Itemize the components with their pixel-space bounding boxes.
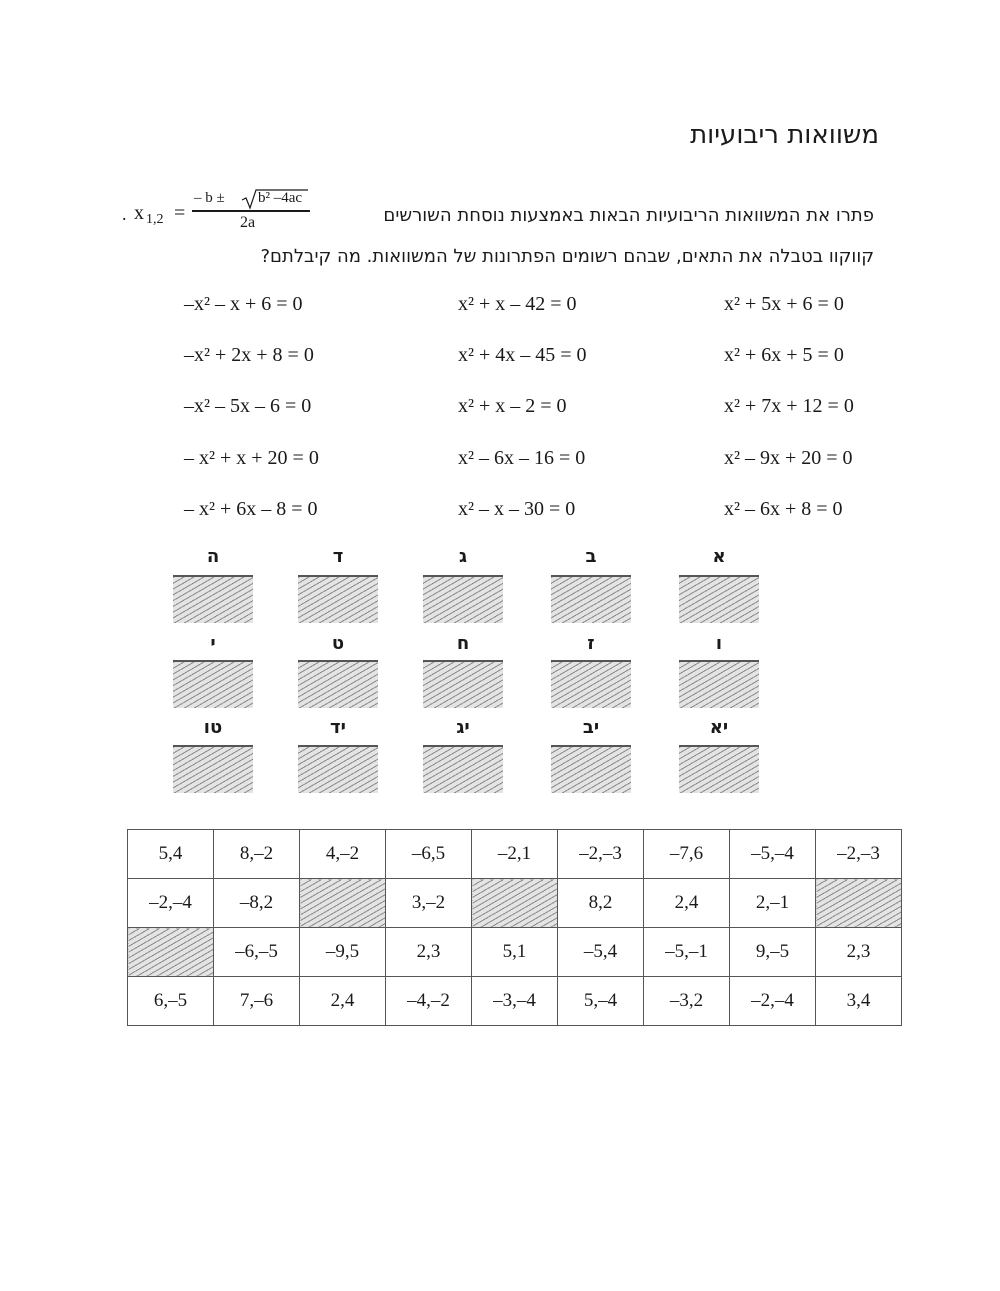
grid-cell[interactable]: –3,2 [644,977,730,1026]
grid-cell[interactable]: 3,–2 [386,879,472,928]
formula-trailing-dot: . [122,204,127,224]
grid-cell[interactable]: –2,–4 [730,977,816,1026]
grid-cell[interactable]: –2,–4 [128,879,214,928]
answer-box[interactable] [423,660,503,708]
answer-box[interactable] [298,745,378,793]
answer-box-label: טו [203,717,223,738]
instructions-line-1: פתרו את המשוואות הריבועיות הבאות באמצעות נוסחת השורשים [383,205,874,226]
equation-expr: –x² – x + 6 = 0 [184,293,303,315]
answer-box[interactable] [173,660,253,708]
grid-cell[interactable]: –5,–4 [730,830,816,879]
grid-cell[interactable]: –7,6 [644,830,730,879]
solutions-grid [127,829,902,1026]
grid-cell[interactable]: 2,3 [816,928,902,977]
answer-box[interactable] [298,660,378,708]
quadratic-formula [122,186,322,238]
grid-cell[interactable]: 8,2 [558,879,644,928]
equation-expr: –x² + 2x + 8 = 0 [184,344,314,366]
grid-cell[interactable]: –6,5 [386,830,472,879]
answer-box[interactable] [551,745,631,793]
answer-box-label: א [712,546,726,567]
answer-box[interactable] [679,745,759,793]
grid-cell[interactable]: –5,4 [558,928,644,977]
grid-cell[interactable]: –4,–2 [386,977,472,1026]
formula-numerator-prefix: – b ± [194,190,225,206]
equation-expr: x² – x – 30 = 0 [458,498,576,520]
grid-cell[interactable]: 5,–4 [558,977,644,1026]
answer-box[interactable] [298,575,378,623]
grid-cell[interactable]: 8,–2 [214,830,300,879]
instructions-line-2: קווקוו בטבלה את התאים, שבהם רשומים הפתרונות של המשוואות. מה קיבלתם? [260,246,874,267]
grid-cell[interactable]: 7,–6 [214,977,300,1026]
grid-cell[interactable] [472,879,558,928]
answer-box-label: יא [709,717,729,738]
answer-box-label: ה [206,546,220,567]
answer-box[interactable] [173,575,253,623]
equation-expr: x² + 7x + 12 = 0 [724,395,854,417]
answer-box[interactable] [423,575,503,623]
answer-box[interactable] [679,660,759,708]
formula-subscript: 1,2 [146,212,164,227]
equation-expr: x² + 4x – 45 = 0 [458,344,587,366]
grid-cell[interactable]: 6,–5 [128,977,214,1026]
grid-row [128,879,902,928]
formula-denominator: 2a [240,214,256,231]
answer-box-label: יב [582,717,600,738]
answer-box-label: ט [331,633,345,654]
equation-expr: x² – 6x – 16 = 0 [458,447,586,469]
equation-expr: x² – 9x + 20 = 0 [724,447,853,469]
grid-cell[interactable]: –3,–4 [472,977,558,1026]
answer-box-label: יג [456,717,470,738]
grid-cell[interactable]: 2,3 [386,928,472,977]
grid-cell[interactable]: –5,–1 [644,928,730,977]
grid-cell[interactable] [816,879,902,928]
grid-cell[interactable]: –9,5 [300,928,386,977]
equation-expr: x² – 6x + 8 = 0 [724,498,843,520]
grid-cell[interactable]: 3,4 [816,977,902,1026]
page-title: משוואות ריבועיות [690,120,879,150]
answer-box-label: ח [456,633,470,654]
grid-cell[interactable]: 2,4 [644,879,730,928]
equation-expr: – x² + x + 20 = 0 [184,447,319,469]
answer-box[interactable] [551,575,631,623]
answer-box-label: ג [458,546,468,567]
answer-box-label: י [210,633,216,654]
grid-cell[interactable]: –2,1 [472,830,558,879]
answer-box[interactable] [679,575,759,623]
grid-cell[interactable]: 9,–5 [730,928,816,977]
equation-expr: x² + 5x + 6 = 0 [724,293,844,315]
grid-row [128,928,902,977]
formula-radicand: b² –4ac [258,190,303,206]
answer-box-label: ו [715,633,723,654]
equation-expr: x² + x – 42 = 0 [458,293,577,315]
grid-cell[interactable] [300,879,386,928]
grid-cell[interactable]: 4,–2 [300,830,386,879]
answer-box-label: ז [587,633,595,654]
grid-cell[interactable] [128,928,214,977]
equation-expr: x² + x – 2 = 0 [458,395,567,417]
answer-box-label: יד [330,717,346,738]
grid-cell[interactable]: 5,4 [128,830,214,879]
answer-box-label: ב [585,546,597,567]
equation-expr: x² + 6x + 5 = 0 [724,344,844,366]
grid-cell[interactable]: –8,2 [214,879,300,928]
grid-cell[interactable]: –2,–3 [558,830,644,879]
answer-box-label: ד [332,546,344,567]
answer-box[interactable] [423,745,503,793]
fraction-bar [192,210,310,212]
formula-x: x [134,202,144,224]
answer-box[interactable] [551,660,631,708]
grid-cell[interactable]: –2,–3 [816,830,902,879]
grid-cell[interactable]: –6,–5 [214,928,300,977]
grid-cell[interactable]: 2,4 [300,977,386,1026]
grid-row [128,977,902,1026]
grid-cell[interactable]: 5,1 [472,928,558,977]
formula-equals: = [174,202,186,224]
answer-box[interactable] [173,745,253,793]
grid-row [128,830,902,879]
equation-expr: –x² – 5x – 6 = 0 [184,395,312,417]
equation-expr: – x² + 6x – 8 = 0 [184,498,318,520]
grid-cell[interactable]: 2,–1 [730,879,816,928]
